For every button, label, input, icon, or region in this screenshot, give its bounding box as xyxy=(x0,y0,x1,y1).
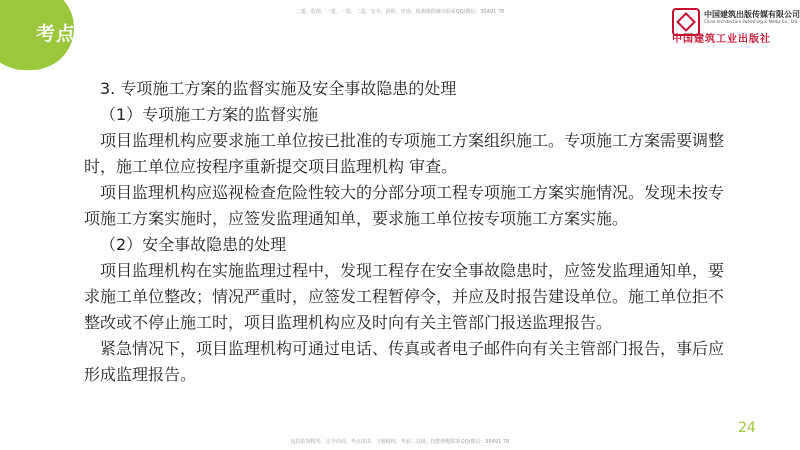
publisher-calligraphy: 中国建筑工业出版社 xyxy=(672,34,771,45)
footer-watermark-note: 包括监理精华、完全内训、考点串讲、习题精练、考前三页纸、技能押题联系QQ/微信：35491 78 xyxy=(290,439,510,445)
publisher-name-cn: 中国建筑出版传媒有限公司 xyxy=(704,10,800,19)
paragraph-1: 项目监理机构应要求施工单位按已批准的专项施工方案组织施工。专项施工方案需要调整时，施工单位应按程序重新提交项目监理机构 审查。 xyxy=(84,131,725,176)
paragraph-4: 紧急情况下，项目监理机构可通过电话、传真或者电子邮件向有关主管部门报告，事后应形成监理报告。 xyxy=(84,339,725,384)
section-heading: 3. 专项施工方案的监督实施及安全事故隐患的处理 xyxy=(100,79,457,98)
topic-badge-label: 考点 xyxy=(36,23,77,45)
subheading-1: （1）专项施工方案的监督实施 xyxy=(100,105,319,124)
slide-content xyxy=(84,76,734,388)
subheading-2: （2）安全事故隐患的处理 xyxy=(100,235,287,254)
header-watermark-note: 二建、监理、一建、一造、二造、安全、消防、咨询、检测课程辅导联系QQ/微信：35491 78 xyxy=(295,9,505,15)
paragraph-2: 项目监理机构应巡视检查危险性较大的分部分项工程专项施工方案实施情况。发现未按专项施工方案实施时，应签发监理通知单，要求施工单位按专项施工方案实施。 xyxy=(84,183,725,228)
paragraph-3: 项目监理机构在实施监理过程中，发现工程存在安全事故隐患时，应签发监理通知单，要求施工单位整改；情况严重时，应签发工程暂停令，并应及时报告建设单位。施工单位拒不整改或不停止施工时，项目监理机构应及时向有关主管部门报送监理报告。 xyxy=(84,261,725,332)
page-number: 24 xyxy=(738,420,756,436)
publisher-name-en: China Architecture Publishing & Media Co., Ltd. xyxy=(704,19,799,24)
